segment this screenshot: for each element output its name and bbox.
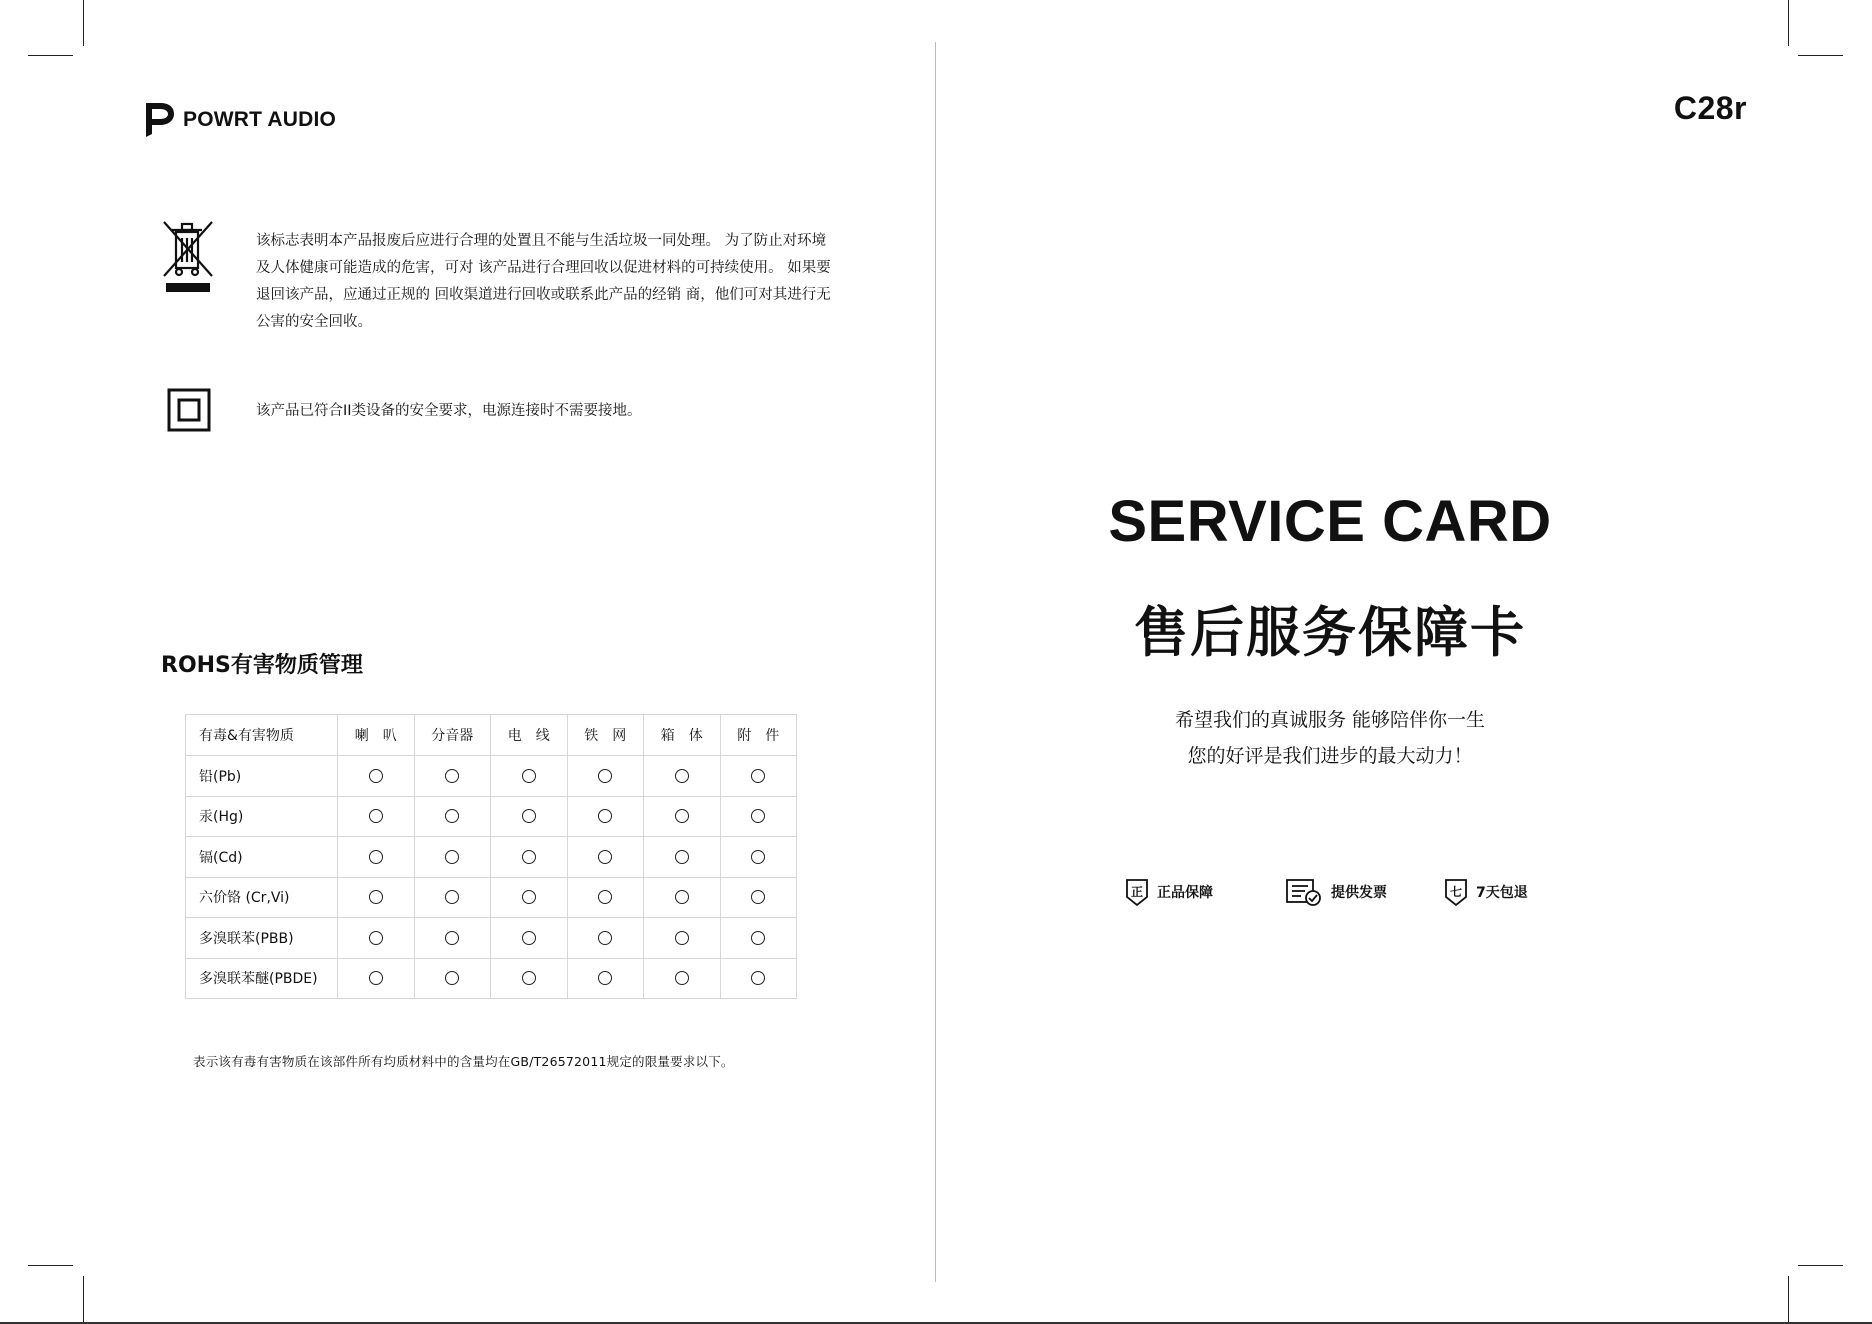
- model-number: C28r: [1673, 90, 1747, 126]
- crop-mark: [83, 1276, 84, 1322]
- compliance-cell: [491, 756, 568, 797]
- compliance-cell: [720, 918, 797, 959]
- service-card-title-cn: 售后服务保障卡: [1134, 601, 1526, 664]
- compliance-cell: [338, 756, 415, 797]
- compliance-cell: [567, 837, 644, 878]
- disposal-text: [256, 228, 856, 336]
- compliant-circle-icon: [522, 809, 536, 823]
- compliance-cell: [567, 918, 644, 959]
- compliance-cell: [414, 918, 491, 959]
- compliance-cell: [644, 796, 721, 837]
- compliance-cell: [338, 918, 415, 959]
- service-card-title: SERVICE CARD: [1108, 489, 1552, 554]
- compliance-cell: [491, 958, 568, 999]
- compliant-circle-icon: [751, 769, 765, 783]
- compliant-circle-icon: [598, 890, 612, 904]
- compliance-cell: [414, 756, 491, 797]
- compliance-cell: [338, 837, 415, 878]
- column-header: 铁 网: [567, 715, 644, 756]
- compliant-circle-icon: [675, 931, 689, 945]
- disposal-line: 及人体健康可能造成的危害，可对 该产品进行合理回收以促进材料的可持续使用。 如果要: [256, 260, 831, 276]
- compliance-cell: [567, 756, 644, 797]
- compliance-cell: [491, 877, 568, 918]
- compliant-circle-icon: [751, 971, 765, 985]
- center-fold-line: [935, 42, 936, 1282]
- genuine-shield-icon: [1125, 877, 1149, 907]
- crossed-bin-icon: [160, 218, 216, 298]
- powrt-logo-icon: [143, 101, 177, 139]
- compliance-cell: [720, 756, 797, 797]
- feature-label: 7天包退: [1476, 885, 1528, 901]
- column-header: 有毒&有害物质: [186, 715, 338, 756]
- disposal-line: 该标志表明本产品报废后应进行合理的处置且不能与生活垃圾一同处理。 为了防止对环境: [256, 233, 827, 249]
- compliant-circle-icon: [522, 931, 536, 945]
- table-row: [186, 958, 797, 999]
- substance-cell: 多溴联苯醚(PBDE): [186, 958, 338, 999]
- brand-logo: [143, 100, 336, 140]
- compliance-cell: [567, 877, 644, 918]
- column-header: 附 件: [720, 715, 797, 756]
- compliant-circle-icon: [445, 971, 459, 985]
- invoice-check-icon: [1285, 877, 1323, 907]
- substance-cell: 铅(Pb): [186, 756, 338, 797]
- compliance-cell: [338, 877, 415, 918]
- compliant-circle-icon: [598, 971, 612, 985]
- compliance-cell: [414, 877, 491, 918]
- crop-mark: [1798, 55, 1843, 56]
- compliant-circle-icon: [522, 769, 536, 783]
- crop-mark: [1788, 1276, 1789, 1322]
- svg-text:正: 正: [1130, 885, 1144, 899]
- slogan-line-1: 希望我们的真诚服务 能够陪伴你一生: [1174, 709, 1486, 731]
- compliant-circle-icon: [369, 931, 383, 945]
- compliance-cell: [567, 958, 644, 999]
- compliance-cell: [414, 837, 491, 878]
- seven-day-shield-icon: [1444, 877, 1468, 907]
- compliant-circle-icon: [598, 809, 612, 823]
- rohs-table: [185, 714, 797, 999]
- compliant-circle-icon: [369, 809, 383, 823]
- compliant-circle-icon: [522, 850, 536, 864]
- compliant-circle-icon: [675, 890, 689, 904]
- compliance-cell: [720, 877, 797, 918]
- crop-mark: [1788, 0, 1789, 46]
- compliant-circle-icon: [445, 850, 459, 864]
- compliance-cell: [491, 796, 568, 837]
- compliant-circle-icon: [369, 890, 383, 904]
- table-row: [186, 756, 797, 797]
- substance-cell: 镉(Cd): [186, 837, 338, 878]
- compliant-circle-icon: [369, 971, 383, 985]
- crop-mark: [28, 1265, 73, 1266]
- crop-mark: [83, 0, 84, 46]
- compliance-cell: [414, 958, 491, 999]
- compliance-cell: [720, 958, 797, 999]
- table-row: [186, 918, 797, 959]
- compliance-cell: [644, 918, 721, 959]
- feature-label: 提供发票: [1331, 885, 1387, 901]
- feature-return: [1444, 876, 1528, 908]
- compliance-cell: [644, 958, 721, 999]
- compliant-circle-icon: [751, 931, 765, 945]
- disposal-line: 退回该产品，应通过正规的 回收渠道进行回收或联系此产品的经销 商，他们可对其进行无: [256, 287, 831, 303]
- compliant-circle-icon: [522, 890, 536, 904]
- feature-label: 正品保障: [1157, 885, 1213, 901]
- compliant-circle-icon: [675, 850, 689, 864]
- feature-genuine: [1125, 876, 1213, 908]
- compliance-cell: [720, 837, 797, 878]
- compliance-cell: [720, 796, 797, 837]
- column-header: 分音器: [414, 715, 491, 756]
- compliant-circle-icon: [598, 769, 612, 783]
- compliance-cell: [644, 756, 721, 797]
- compliant-circle-icon: [445, 769, 459, 783]
- compliant-circle-icon: [445, 809, 459, 823]
- disposal-line: 公害的安全回收。: [256, 314, 372, 330]
- slogan-line-2: 您的好评是我们进步的最大动力！: [1187, 745, 1473, 767]
- compliant-circle-icon: [369, 769, 383, 783]
- feature-invoice: [1285, 876, 1387, 908]
- svg-text:七: 七: [1449, 885, 1463, 899]
- compliant-circle-icon: [522, 971, 536, 985]
- compliant-circle-icon: [675, 971, 689, 985]
- compliance-cell: [567, 796, 644, 837]
- double-square-icon: [167, 388, 211, 436]
- compliant-circle-icon: [675, 809, 689, 823]
- substance-cell: 六价铬 (Cr,Vi): [186, 877, 338, 918]
- table-row: [186, 796, 797, 837]
- compliance-cell: [491, 837, 568, 878]
- table-row: [186, 877, 797, 918]
- column-header: 喇 叭: [338, 715, 415, 756]
- compliance-cell: [414, 796, 491, 837]
- rohs-title: ROHS有害物质管理: [161, 653, 363, 678]
- class2-text: 该产品已符合II类设备的安全要求，电源连接时不需要接地。: [256, 403, 642, 419]
- column-header: 箱 体: [644, 715, 721, 756]
- compliant-circle-icon: [598, 850, 612, 864]
- compliant-circle-icon: [369, 850, 383, 864]
- compliance-cell: [491, 918, 568, 959]
- compliant-circle-icon: [445, 890, 459, 904]
- compliance-cell: [644, 837, 721, 878]
- substance-cell: 汞(Hg): [186, 796, 338, 837]
- crop-mark: [1798, 1265, 1843, 1266]
- table-header-row: [186, 715, 797, 756]
- rohs-footnote: 表示该有毒有害物质在该部件所有均质材料中的含量均在GB/T26572011规定的限量要求以下。: [193, 1054, 734, 1069]
- compliant-circle-icon: [751, 890, 765, 904]
- compliant-circle-icon: [445, 931, 459, 945]
- column-header: 电 线: [491, 715, 568, 756]
- substance-cell: 多溴联苯(PBB): [186, 918, 338, 959]
- compliant-circle-icon: [675, 769, 689, 783]
- crop-mark: [28, 55, 73, 56]
- brand-name: POWRT AUDIO: [183, 108, 337, 131]
- compliance-cell: [338, 796, 415, 837]
- compliant-circle-icon: [751, 850, 765, 864]
- table-row: [186, 837, 797, 878]
- compliant-circle-icon: [598, 931, 612, 945]
- compliance-cell: [644, 877, 721, 918]
- compliance-cell: [338, 958, 415, 999]
- compliant-circle-icon: [751, 809, 765, 823]
